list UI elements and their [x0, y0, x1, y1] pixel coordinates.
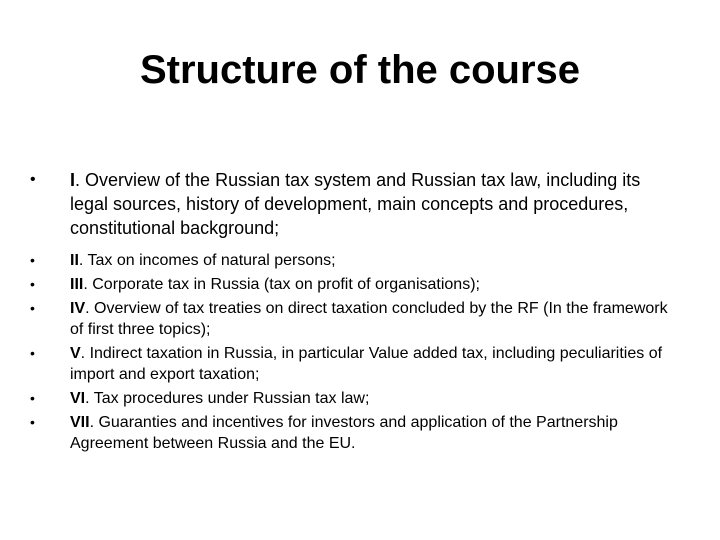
bullet-icon: •	[30, 390, 35, 406]
bullet-icon: •	[30, 414, 35, 430]
list-item	[30, 274, 670, 295]
item-numeral: III	[70, 276, 84, 293]
item-text: . Tax on incomes of natural persons;	[78, 252, 336, 269]
item-text: . Indirect taxation in Russia, in particular Value added tax, including peculiarities of import and export taxation;	[70, 345, 663, 383]
bullet-icon: •	[30, 252, 35, 268]
item-numeral: IV	[70, 300, 86, 317]
item-numeral: VII	[70, 414, 90, 431]
bullet-icon: •	[30, 345, 35, 361]
slide-title: Structure of the course	[139, 48, 581, 92]
course-outline-list	[30, 168, 670, 457]
item-text: . Overview of the Russian tax system and Russian tax law, including its legal sources, history of development, main concepts and procedures, constitutional background;	[70, 170, 641, 238]
item-text: . Tax procedures under Russian tax law;	[85, 390, 370, 407]
item-numeral: VI	[70, 390, 86, 407]
list-item	[30, 298, 670, 340]
item-text: . Guaranties and incentives for investors and application of the Partnership Agreement between Russia and the EU.	[70, 414, 618, 452]
item-numeral: II	[70, 252, 79, 269]
list-item	[30, 250, 670, 271]
item-text: . Overview of tax treaties on direct taxation concluded by the RF (In the framework of first three topics);	[70, 300, 668, 338]
list-item	[30, 168, 670, 240]
list-item	[30, 343, 670, 385]
list-item	[30, 412, 670, 454]
bullet-icon: •	[30, 276, 35, 292]
item-text: . Corporate tax in Russia (tax on profit of organisations);	[83, 276, 480, 293]
item-numeral: I	[70, 170, 76, 190]
bullet-icon: •	[30, 171, 36, 188]
item-numeral: V	[70, 345, 81, 362]
bullet-icon: •	[30, 300, 35, 316]
list-item	[30, 388, 670, 409]
